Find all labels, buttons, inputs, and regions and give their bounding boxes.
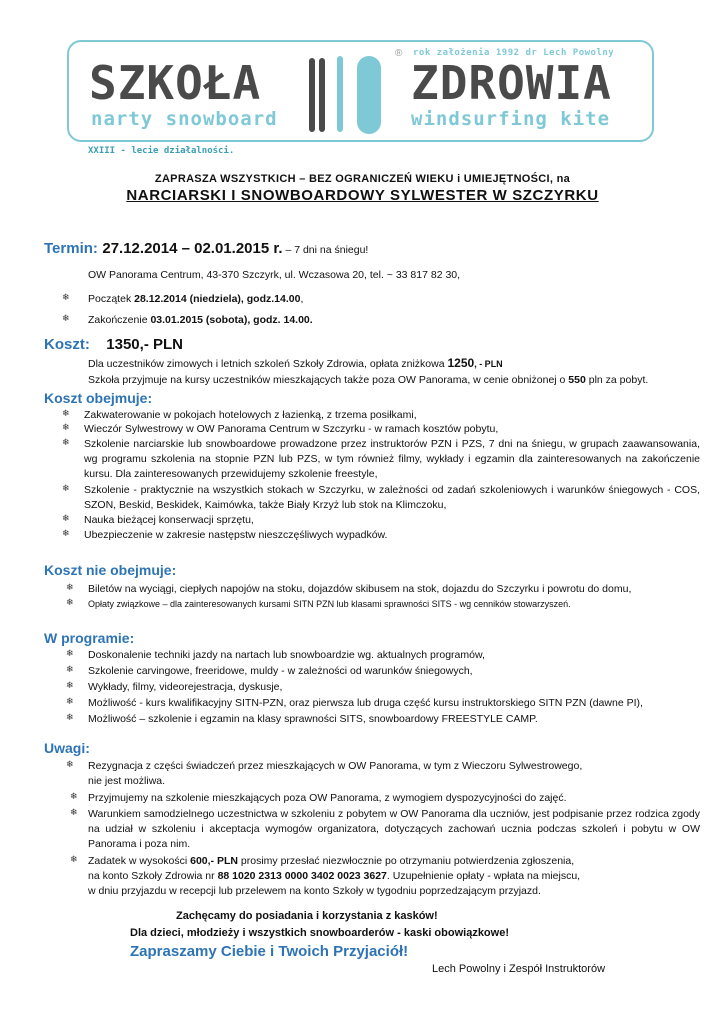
snowflake-bullet-icon: ❄: [66, 713, 74, 723]
snowflake-bullet-icon: ❄: [66, 598, 74, 608]
logo-subtitle-left: narty snowboard: [91, 108, 278, 130]
snowflake-bullet-icon: ❄: [66, 681, 74, 691]
snowflake-bullet-icon: ❄: [62, 529, 70, 539]
program-item: Wykłady, filmy, videorejestracja, dyskusje,: [88, 681, 283, 693]
notes-item: Rezygnacja z części świadczeń przez mieszkających w OW Panorama, w tym z Wieczoru Sylwestrowego,: [88, 760, 583, 772]
cost-outside: [88, 373, 648, 387]
closing-invitation: Zapraszamy Ciebie i Twoich Przyjaciół!: [130, 943, 409, 960]
includes-item: Ubezpieczenie w zakresie następstw nieszczęśliwych wypadków.: [84, 529, 388, 541]
snowflake-bullet-icon: ❄: [66, 760, 74, 770]
snowflake-bullet-icon: ❄: [66, 649, 74, 659]
snowflake-bullet-icon: ❄: [70, 792, 78, 802]
term-end-value: 03.01.2015 (sobota), godz. 14.00.: [150, 314, 313, 326]
anniversary-note: XXIII - lecie działalności.: [88, 146, 235, 156]
intro-line: ZAPRASZA WSZYSTKICH – BEZ OGRANICZEŃ WIEKU i UMIEJĘTNOŚCI, na: [154, 173, 571, 185]
cost-outside-value: 550: [568, 374, 586, 386]
term-end-prefix: Zakończenie: [88, 314, 151, 326]
page-title: NARCIARSKI I SNOWBOARDOWY SYLWESTER W SZCZYRKU: [126, 187, 599, 204]
term-start: [88, 292, 303, 306]
term-start-suffix: ,: [300, 293, 304, 305]
snowflake-bullet-icon: ❄: [62, 438, 70, 448]
signature: Lech Powolny i Zespół Instruktorów: [432, 963, 606, 975]
program-heading: W programie:: [44, 630, 135, 646]
term-line: [44, 240, 368, 258]
excludes-item: Biletów na wyciągi, ciepłych napojów na stoku, dojazdów skibusem na stok, dojazdu do Szczyrku i powrotu do domu,: [88, 583, 632, 595]
notes-item-continued: nie jest możliwa.: [88, 775, 166, 787]
snowflake-bullet-icon: ❄: [66, 697, 74, 707]
snowflake-bullet-icon: ❄: [62, 409, 70, 419]
term-dates: 27.12.2014 – 02.01.2015 r.: [102, 240, 283, 257]
deposit-text: Zadatek w wysokości: [88, 855, 191, 867]
cost-discount-value: 1250: [447, 356, 475, 370]
logo-founded: rok założenia 1992 dr Lech Powolny: [413, 48, 615, 58]
term-note: – 7 dni na śniegu!: [282, 244, 369, 256]
program-item: Możliwość – szkolenie i egzamin na klasy sprawności SITS, snowboardowy FREESTYLE CAMP.: [88, 713, 538, 725]
cost-outside-text: Szkoła przyjmuje na kursy uczestników mieszkających także poza OW Panorama, w cenie obniżonej o: [88, 374, 569, 386]
cost-discount-text: Dla uczestników zimowych i letnich szkoleń Szkoły Zdrowia, opłata zniżkowa: [88, 358, 448, 370]
term-start-prefix: Początek: [88, 293, 135, 305]
snowflake-bullet-icon: ❄: [66, 665, 74, 675]
snowflake-bullet-icon: ❄: [70, 855, 78, 865]
account-number: 88 1020 2313 0000 3402 0023 3627: [217, 870, 387, 882]
program-item: Doskonalenie techniki jazdy na nartach lub snowboardzie wg. aktualnych programów,: [88, 649, 485, 661]
notes-item: Warunkiem samodzielnego uczestnictwa w szkoleniu z pobytem w OW Panorama dla uczniów, jest podpisanie przez rodzica zgody na udział w szkoleniu i akceptacja wymogów organizatora, dotyczących zachowań ucznia podczas szkoleń i pobytu w OW Panorama i poza nim.: [88, 808, 700, 850]
excludes-item: Opłaty związkowe – dla zainteresowanych kursami SITN PZN lub klasami sprawności SITS - wg cenników stowarzyszeń.: [88, 599, 571, 609]
deposit-text: prosimy przesłać niezwłocznie po otrzymaniu potwierdzenia zgłoszenia,: [237, 855, 575, 867]
excludes-heading: Koszt nie obejmuje:: [44, 562, 177, 578]
snowflake-bullet-icon: ❄: [62, 423, 70, 433]
logo-word-zdrowia: ZDROWIA: [411, 56, 612, 110]
deposit-line-3: w dniu przyjazdu w recepcji lub przelewem na konto Szkoły w tygodniu poprzedzającym przyjazd.: [88, 885, 541, 897]
notes-heading: Uwagi:: [44, 740, 90, 756]
cost-label: Koszt:: [44, 336, 90, 353]
snowflake-bullet-icon: ❄: [62, 314, 70, 324]
deposit-line-2: [88, 869, 700, 883]
logo-subtitle-right: windsurfing kite: [411, 108, 611, 130]
registered-mark: ®: [395, 48, 403, 59]
term-address: OW Panorama Centrum, 43-370 Szczyrk, ul. Wczasowa 20, tel. ~ 33 817 82 30,: [88, 269, 461, 281]
cost-line: [44, 336, 183, 354]
program-item: Szkolenie carvingowe, freeridowe, muldy - w zależności od warunków śniegowych,: [88, 665, 473, 677]
notes-item: Przyjmujemy na szkolenie mieszkających poza OW Panorama, z wymogiem dyspozycyjności do zajęć.: [88, 792, 567, 804]
includes-item: Nauka bieżącej konserwacji sprzętu,: [84, 514, 254, 526]
cost-outside-suffix: pln za pobyt.: [585, 374, 649, 386]
snowflake-bullet-icon: ❄: [62, 293, 70, 303]
deposit-amount: 600,- PLN: [190, 855, 238, 867]
term-start-value: 28.12.2014 (niedziela), godz.14.00: [134, 293, 301, 305]
deposit-line-1: [88, 854, 700, 868]
cost-discount-unit: , - PLN: [474, 359, 503, 369]
closing-helmets-mandatory: Dla dzieci, młodzieży i wszystkich snowboarderów - kaski obowiązkowe!: [130, 927, 509, 939]
cost-discount: [88, 356, 503, 371]
school-logo: [67, 40, 654, 142]
account-text: na konto Szkoły Zdrowia nr: [88, 870, 218, 882]
includes-item: Zakwaterowanie w pokojach hotelowych z łazienką, z trzema posiłkami,: [84, 409, 417, 421]
snowflake-bullet-icon: ❄: [62, 484, 70, 494]
logo-word-szkola: SZKOŁA: [89, 56, 262, 110]
cost-value: 1350,- PLN: [106, 336, 183, 353]
snowflake-bullet-icon: ❄: [66, 583, 74, 593]
term-label: Termin:: [44, 240, 98, 257]
includes-item: Wieczór Sylwestrowy w OW Panorama Centrum w Szczyrku - w ramach kosztów pobytu,: [84, 423, 499, 435]
includes-heading: Koszt obejmuje:: [44, 390, 153, 406]
snowflake-bullet-icon: ❄: [62, 514, 70, 524]
closing-helmets: Zachęcamy do posiadania i korzystania z kasków!: [176, 910, 438, 922]
snowflake-bullet-icon: ❄: [70, 808, 78, 818]
skis-and-board-icon: [297, 54, 397, 134]
includes-item: Szkolenie narciarskie lub snowboardowe prowadzone przez instruktorów PZN i PZS, 7 dni na śniegu, w grupach zaawansowania, wg programu szkolenia na stopnie PZN lub PZS, w tym również filmy, wykłady i egzamin dla zainteresowanych na zakończenie kursu. Dla zainteresowanych przewidujemy szkolenie freestyle,: [84, 438, 700, 480]
program-item: Możliwość - kurs kwalifikacyjny SITN-PZN, oraz pierwsza lub druga część kursu instruktorskiego SITN PZN (dawne PI),: [88, 697, 643, 709]
term-end: [88, 313, 313, 327]
account-text: . Uzupełnienie opłaty - wpłata na miejscu,: [386, 870, 581, 882]
includes-item: Szkolenie - praktycznie na wszystkich stokach w Szczyrku, w zależności od zadań szkoleniowych i warunków śniegowych - COS, SZON, Beskid, Beskidek, Kaimówka, także Biały Krzyż lub stok na Klimczoku,: [84, 484, 700, 511]
